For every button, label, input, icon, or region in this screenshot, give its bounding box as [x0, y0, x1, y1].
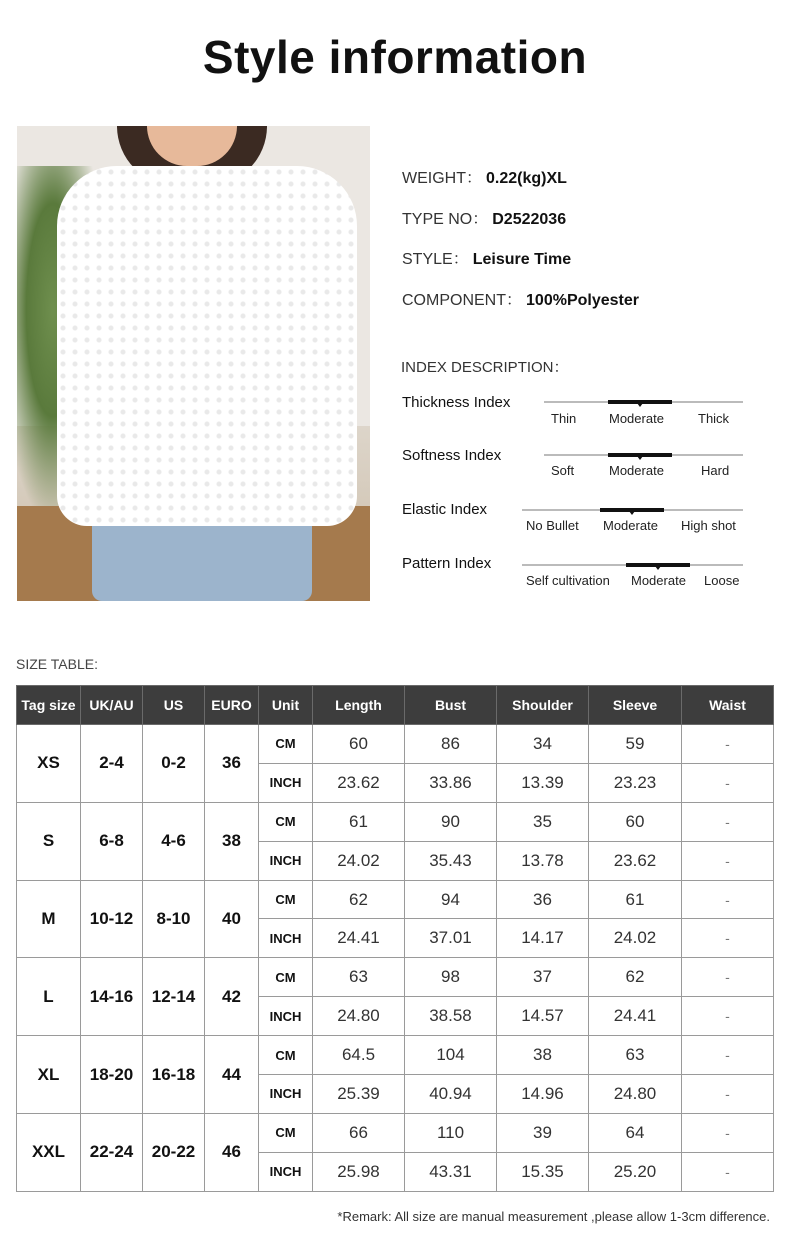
size-euro-cell: 36 — [205, 725, 259, 803]
length-cm-cell: 64.5 — [313, 1036, 405, 1075]
length-inch-cell: 25.98 — [313, 1152, 405, 1191]
header-length: Length — [313, 686, 405, 725]
unit-inch-cell: INCH — [259, 1075, 313, 1114]
info-type-no-label: TYPE NO： — [402, 211, 489, 228]
elastic-index-label: Elastic Index — [402, 501, 488, 518]
header-us: US — [143, 686, 205, 725]
thickness-index-scale — [544, 401, 743, 403]
unit-cm-cell: CM — [259, 958, 313, 997]
bust-cm-cell: 86 — [405, 725, 497, 764]
size-uk-au-cell: 14-16 — [81, 958, 143, 1036]
info-component-value: 100%Polyester — [526, 292, 639, 309]
waist-cm-cell: - — [682, 880, 774, 919]
waist-inch-cell: - — [682, 841, 774, 880]
size-us-cell: 20-22 — [143, 1113, 205, 1191]
size-euro-cell: 46 — [205, 1113, 259, 1191]
waist-cm-cell: - — [682, 1036, 774, 1075]
waist-inch-cell: - — [682, 997, 774, 1036]
sleeve-cm-cell: 64 — [589, 1113, 682, 1152]
unit-inch-cell: INCH — [259, 997, 313, 1036]
softness-option-moderate: Moderate — [609, 463, 664, 478]
size-table-body — [17, 725, 774, 1192]
thickness-index-marker — [608, 400, 672, 404]
unit-inch-cell: INCH — [259, 763, 313, 802]
unit-cm-cell: CM — [259, 1113, 313, 1152]
size-table — [16, 685, 774, 1192]
waist-cm-cell: - — [682, 1113, 774, 1152]
thickness-index-label: Thickness Index — [402, 394, 511, 411]
size-us-cell: 4-6 — [143, 802, 205, 880]
sleeve-cm-cell: 63 — [589, 1036, 682, 1075]
size-us-cell: 12-14 — [143, 958, 205, 1036]
info-style — [402, 246, 571, 269]
pattern-index-scale — [522, 564, 743, 566]
length-inch-cell: 24.02 — [313, 841, 405, 880]
sleeve-inch-cell: 23.23 — [589, 763, 682, 802]
sleeve-cm-cell: 62 — [589, 958, 682, 997]
table-row — [17, 725, 774, 764]
bust-inch-cell: 43.31 — [405, 1152, 497, 1191]
info-component-label: COMPONENT： — [402, 292, 523, 309]
sleeve-cm-cell: 59 — [589, 725, 682, 764]
length-inch-cell: 23.62 — [313, 763, 405, 802]
size-tag-cell: M — [17, 880, 81, 958]
waist-inch-cell: - — [682, 1075, 774, 1114]
header-unit: Unit — [259, 686, 313, 725]
info-type-no — [402, 206, 566, 229]
size-tag-cell: XL — [17, 1036, 81, 1114]
unit-inch-cell: INCH — [259, 919, 313, 958]
size-uk-au-cell: 6-8 — [81, 802, 143, 880]
header-tag-size: Tag size — [17, 686, 81, 725]
size-tag-cell: XXL — [17, 1113, 81, 1191]
header-euro: EURO — [205, 686, 259, 725]
product-photo — [17, 126, 370, 601]
size-euro-cell: 44 — [205, 1036, 259, 1114]
bust-cm-cell: 98 — [405, 958, 497, 997]
softness-index-label: Softness Index — [402, 447, 502, 464]
size-us-cell: 0-2 — [143, 725, 205, 803]
elastic-option-high-shot: High shot — [681, 518, 736, 533]
thickness-option-moderate: Moderate — [609, 411, 664, 426]
waist-inch-cell: - — [682, 763, 774, 802]
length-cm-cell: 63 — [313, 958, 405, 997]
header-waist: Waist — [682, 686, 774, 725]
table-row — [17, 1036, 774, 1075]
size-us-cell: 16-18 — [143, 1036, 205, 1114]
length-inch-cell: 25.39 — [313, 1075, 405, 1114]
softness-option-soft: Soft — [551, 463, 575, 478]
shoulder-cm-cell: 34 — [497, 725, 589, 764]
bust-inch-cell: 35.43 — [405, 841, 497, 880]
pattern-option-self-cultivation: Self cultivation — [526, 573, 610, 588]
size-uk-au-cell: 10-12 — [81, 880, 143, 958]
sleeve-inch-cell: 25.20 — [589, 1152, 682, 1191]
unit-inch-cell: INCH — [259, 1152, 313, 1191]
shoulder-cm-cell: 35 — [497, 802, 589, 841]
elastic-index-marker — [600, 508, 664, 512]
header-uk-au: UK/AU — [81, 686, 143, 725]
pattern-index-label: Pattern Index — [402, 555, 492, 572]
length-inch-cell: 24.41 — [313, 919, 405, 958]
sleeve-cm-cell: 61 — [589, 880, 682, 919]
bust-cm-cell: 104 — [405, 1036, 497, 1075]
bust-inch-cell: 40.94 — [405, 1075, 497, 1114]
sleeve-inch-cell: 23.62 — [589, 841, 682, 880]
header-sleeve: Sleeve — [589, 686, 682, 725]
waist-cm-cell: - — [682, 958, 774, 997]
shoulder-inch-cell: 14.17 — [497, 919, 589, 958]
size-us-cell: 8-10 — [143, 880, 205, 958]
shoulder-inch-cell: 15.35 — [497, 1152, 589, 1191]
size-table-header-row — [17, 686, 774, 725]
info-style-label: STYLE： — [402, 251, 469, 268]
elastic-option-moderate: Moderate — [603, 518, 658, 533]
shoulder-inch-cell: 13.39 — [497, 763, 589, 802]
table-row — [17, 1113, 774, 1152]
size-euro-cell: 38 — [205, 802, 259, 880]
size-tag-cell: S — [17, 802, 81, 880]
info-style-value: Leisure Time — [472, 251, 572, 268]
length-cm-cell: 62 — [313, 880, 405, 919]
bust-cm-cell: 94 — [405, 880, 497, 919]
page-title: Style information — [202, 31, 588, 83]
unit-cm-cell: CM — [259, 802, 313, 841]
bust-inch-cell: 38.58 — [405, 997, 497, 1036]
length-cm-cell: 61 — [313, 802, 405, 841]
thickness-option-thin: Thin — [551, 411, 577, 426]
length-cm-cell: 60 — [313, 725, 405, 764]
shoulder-cm-cell: 38 — [497, 1036, 589, 1075]
shoulder-inch-cell: 14.96 — [497, 1075, 589, 1114]
waist-cm-cell: - — [682, 725, 774, 764]
shoulder-cm-cell: 39 — [497, 1113, 589, 1152]
info-weight-label: WEIGHT： — [402, 170, 482, 187]
waist-inch-cell: - — [682, 919, 774, 958]
remark-note: *Remark: All size are manual measurement ,please allow 1-3cm difference. — [337, 1209, 770, 1224]
softness-index-scale — [544, 454, 743, 456]
bust-inch-cell: 37.01 — [405, 919, 497, 958]
waist-cm-cell: - — [682, 802, 774, 841]
info-weight-value: 0.22(kg)XL — [486, 170, 567, 187]
size-uk-au-cell: 18-20 — [81, 1036, 143, 1114]
size-uk-au-cell: 2-4 — [81, 725, 143, 803]
info-weight — [402, 165, 567, 188]
softness-index-marker — [608, 453, 672, 457]
bust-cm-cell: 110 — [405, 1113, 497, 1152]
pattern-option-moderate: Moderate — [631, 573, 686, 588]
shoulder-inch-cell: 14.57 — [497, 997, 589, 1036]
size-euro-cell: 40 — [205, 880, 259, 958]
shoulder-cm-cell: 37 — [497, 958, 589, 997]
size-tag-cell: XS — [17, 725, 81, 803]
info-type-no-value: D2522036 — [492, 211, 567, 228]
size-uk-au-cell: 22-24 — [81, 1113, 143, 1191]
unit-inch-cell: INCH — [259, 841, 313, 880]
bust-cm-cell: 90 — [405, 802, 497, 841]
waist-inch-cell: - — [682, 1152, 774, 1191]
unit-cm-cell: CM — [259, 880, 313, 919]
length-cm-cell: 66 — [313, 1113, 405, 1152]
sleeve-inch-cell: 24.80 — [589, 1075, 682, 1114]
sleeve-cm-cell: 60 — [589, 802, 682, 841]
unit-cm-cell: CM — [259, 1036, 313, 1075]
pattern-index-marker — [626, 563, 690, 567]
size-tag-cell: L — [17, 958, 81, 1036]
info-component — [402, 287, 639, 310]
header-shoulder: Shoulder — [497, 686, 589, 725]
thickness-option-thick: Thick — [698, 411, 730, 426]
size-table-heading: SIZE TABLE: — [16, 656, 98, 672]
table-row — [17, 880, 774, 919]
header-bust: Bust — [405, 686, 497, 725]
size-euro-cell: 42 — [205, 958, 259, 1036]
unit-cm-cell: CM — [259, 725, 313, 764]
photo-eyelet-blouse — [57, 166, 357, 526]
elastic-index-scale — [522, 509, 743, 511]
table-row — [17, 802, 774, 841]
bust-inch-cell: 33.86 — [405, 763, 497, 802]
shoulder-inch-cell: 13.78 — [497, 841, 589, 880]
pattern-option-loose: Loose — [704, 573, 740, 588]
elastic-option-no-bullet: No Bullet — [526, 518, 579, 533]
table-row — [17, 958, 774, 997]
length-inch-cell: 24.80 — [313, 997, 405, 1036]
sleeve-inch-cell: 24.02 — [589, 919, 682, 958]
softness-option-hard: Hard — [701, 463, 730, 478]
shoulder-cm-cell: 36 — [497, 880, 589, 919]
sleeve-inch-cell: 24.41 — [589, 997, 682, 1036]
index-description-heading: INDEX DESCRIPTION： — [401, 359, 569, 376]
